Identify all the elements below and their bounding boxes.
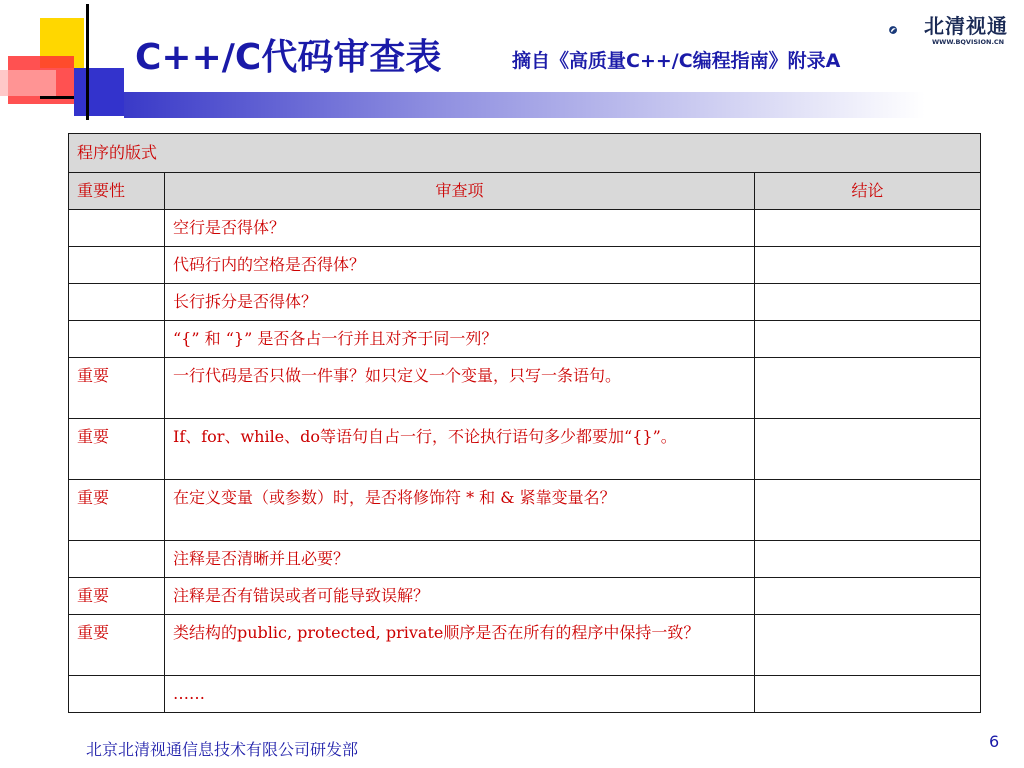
cell-conclusion[interactable]: [755, 247, 981, 284]
cell-item: 在定义变量（或参数）时，是否将修饰符 * 和 & 紧靠变量名？: [165, 480, 755, 541]
cell-item: 类结构的public, protected, private顺序是否在所有的程序中保持一致？: [165, 615, 755, 676]
table-row: [69, 358, 981, 419]
cell-conclusion[interactable]: [755, 615, 981, 676]
cell-importance: [69, 676, 165, 713]
cell-importance: 重要: [69, 419, 165, 480]
table-row: [69, 615, 981, 676]
cell-item: 注释是否有错误或者可能导致误解？: [165, 578, 755, 615]
logo-url: WWW.BQVISION.CN: [932, 38, 1005, 46]
cell-conclusion[interactable]: [755, 358, 981, 419]
cell-item: 空行是否得体？: [165, 210, 755, 247]
cell-importance: [69, 541, 165, 578]
footer-company: 北京北清视通信息技术有限公司研发部: [86, 740, 359, 759]
table-row: [69, 419, 981, 480]
cell-importance: [69, 284, 165, 321]
page-number: 6: [989, 732, 1000, 751]
cell-item: 一行代码是否只做一件事？如只定义一个变量，只写一条语句。: [165, 358, 755, 419]
review-table: [68, 133, 980, 713]
corner-decoration: [0, 0, 140, 130]
cell-importance: 重要: [69, 480, 165, 541]
cell-importance: 重要: [69, 358, 165, 419]
page-title: C++/C代码审查表: [135, 37, 442, 78]
small-line: [40, 96, 74, 99]
cell-conclusion[interactable]: [755, 210, 981, 247]
table-section-row: [69, 134, 981, 173]
cell-item: 长行拆分是否得体？: [165, 284, 755, 321]
header-importance: 重要性: [69, 173, 165, 210]
cell-conclusion[interactable]: [755, 419, 981, 480]
table-row: [69, 321, 981, 358]
table-row: [69, 676, 981, 713]
logo-name: 北清视通: [924, 14, 1008, 38]
table-row: [69, 247, 981, 284]
cell-conclusion[interactable]: [755, 284, 981, 321]
cell-importance: [69, 321, 165, 358]
cell-conclusion[interactable]: [755, 480, 981, 541]
company-logo-icon: [888, 12, 924, 48]
table-row: [69, 210, 981, 247]
section-title: 程序的版式: [69, 134, 981, 173]
cell-conclusion[interactable]: [755, 676, 981, 713]
cell-item: 代码行内的空格是否得体？: [165, 247, 755, 284]
cell-item: If、for、while、do等语句自占一行，不论执行语句多少都要加“{}”。: [165, 419, 755, 480]
cell-importance: 重要: [69, 615, 165, 676]
cell-importance: [69, 247, 165, 284]
page-subtitle: 摘自《高质量C++/C编程指南》附录A: [512, 50, 841, 72]
pink-band: [0, 70, 56, 96]
cell-conclusion[interactable]: [755, 578, 981, 615]
cell-conclusion[interactable]: [755, 541, 981, 578]
cell-item: 注释是否清晰并且必要？: [165, 541, 755, 578]
cell-item: “{” 和 “}” 是否各占一行并且对齐于同一列？: [165, 321, 755, 358]
vertical-line: [86, 4, 89, 120]
table-row: [69, 284, 981, 321]
header-item: 审查项: [165, 173, 755, 210]
cell-importance: 重要: [69, 578, 165, 615]
header-gradient-bar: [124, 92, 1014, 118]
blue-square: [74, 68, 124, 116]
table-header-row: [69, 173, 981, 210]
table-row: [69, 480, 981, 541]
table-row: [69, 541, 981, 578]
header-conclusion: 结论: [755, 173, 981, 210]
cell-importance: [69, 210, 165, 247]
cell-item: ……: [165, 676, 755, 713]
cell-conclusion[interactable]: [755, 321, 981, 358]
table-row: [69, 578, 981, 615]
